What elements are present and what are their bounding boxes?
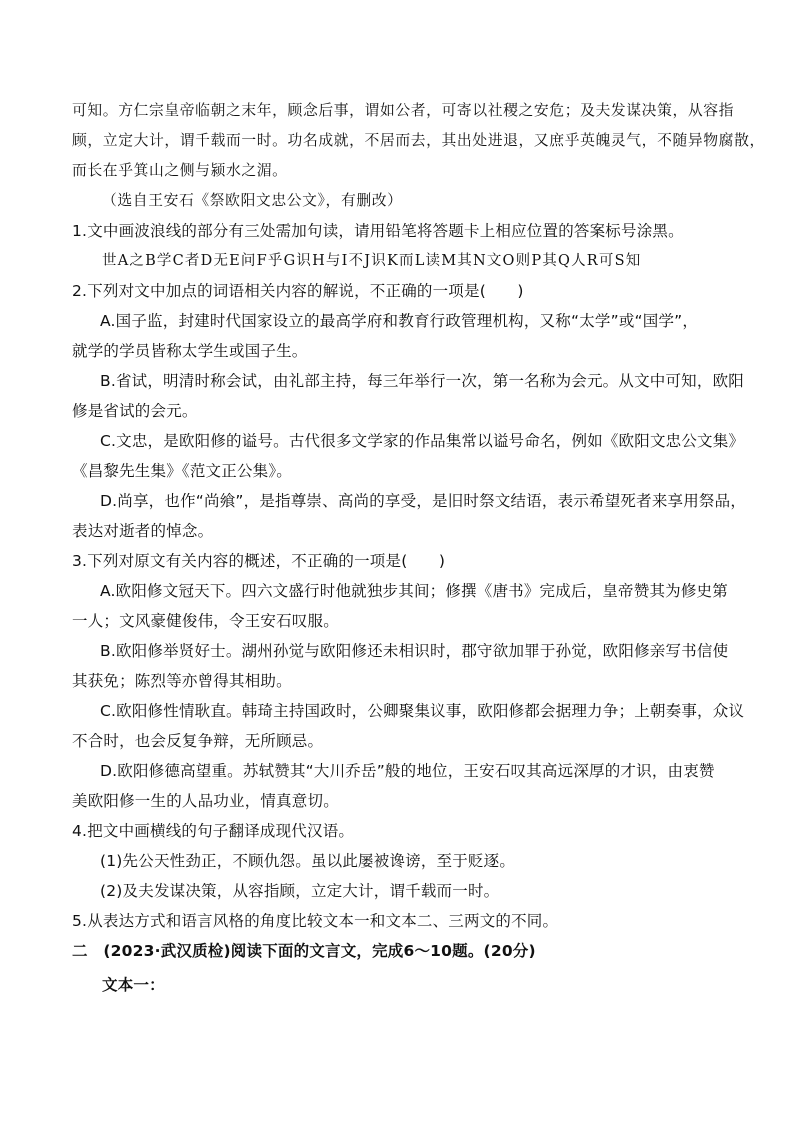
question-3-option-a-cont: 一人；文风豪健俊伟，令王安石叹服。 <box>72 612 339 630</box>
question-3-stem: 3.下列对原文有关内容的概述，不正确的一项是( ) <box>72 552 446 570</box>
question-2-option-a: A.国子监，封建时代国家设立的最高学府和教育行政管理机构，又称“太学”或“国学”， <box>100 312 699 330</box>
question-2-option-d-cont: 表达对逝者的悼念。 <box>72 522 214 540</box>
question-3-option-c: C.欧阳修性情耿直。韩琦主持国政时，公卿聚集议事，欧阳修都会据理力争；上朝奏事，众议 <box>100 702 745 720</box>
question-1-stem: 1.文中画波浪线的部分有三处需加句读，请用铅笔将答题卡上相应位置的答案标号涂黑。 <box>72 222 684 240</box>
question-2-option-c-cont: 《昌黎先生集》《范文正公集》。 <box>72 462 293 480</box>
question-2-option-b-cont: 修是省试的会元。 <box>72 402 198 420</box>
passage-line-3: 而长在乎箕山之侧与颍水之湄。 <box>72 162 288 179</box>
question-2-option-a-cont: 就学的学员皆称太学生或国子生。 <box>72 342 308 360</box>
document-page <box>72 96 765 1000</box>
text-1-label: 文本一： <box>102 976 165 994</box>
question-3-option-b: B.欧阳修举贤好士。湖州孙觉与欧阳修还未相识时，郡守欲加罪于孙觉，欧阳修亲写书信使 <box>100 642 729 660</box>
section-2-heading: 二 (2023·武汉质检)阅读下面的文言文，完成6～10题。(20分) <box>72 942 536 960</box>
passage-line-1: 可知。方仁宗皇帝临朝之末年，顾念后事，谓如公者，可寄以社稷之安危；及夫发谋决策，从容指 <box>72 102 735 119</box>
question-2-option-d: D.尚享，也作“尚飨”，是指尊崇、高尚的享受，是旧时祭文结语，表示希望死者来享用祭品， <box>100 492 747 510</box>
question-3-option-a: A.欧阳修文冠天下。四六文盛行时他就独步其间；修撰《唐书》完成后，皇帝赞其为修史第 <box>100 582 728 600</box>
question-5-stem: 5.从表达方式和语言风格的角度比较文本一和文本二、三两文的不同。 <box>72 912 559 930</box>
question-2-option-b: B.省试，明清时称会试，由礼部主持，每三年举行一次，第一名称为会元。从文中可知，欧阳 <box>100 372 744 390</box>
question-2-option-c: C.文忠，是欧阳修的谥号。古代很多文学家的作品集常以谥号命名，例如《欧阳文忠公文集》 <box>100 432 745 450</box>
question-3-option-d-cont: 美欧阳修一生的人品功业，情真意切。 <box>72 792 339 810</box>
passage-source: （选自王安石《祭欧阳文忠公文》，有删改） <box>102 192 403 209</box>
question-4-stem: 4.把文中画横线的句子翻译成现代汉语。 <box>72 822 355 840</box>
question-4-sentence-1: (1)先公天性劲正，不顾仇怨。虽以此屡被谗谤，至于贬逐。 <box>100 852 516 870</box>
question-2-stem: 2.下列对文中加点的词语相关内容的解说，不正确的一项是( ) <box>72 282 524 300</box>
question-3-option-d: D.欧阳修德高望重。苏轼赞其“大川乔岳”般的地位，王安石叹其高远深厚的才识，由衷赞 <box>100 762 715 780</box>
question-4-sentence-2: (2)及夫发谋决策，从容指顾，立定大计，谓千载而一时。 <box>100 882 500 900</box>
question-3-option-c-cont: 不合时，也会反复争辩，无所顾忌。 <box>72 732 324 750</box>
question-1-options: 世A之B学C者D无E问F乎G识H与I不J识K而L读M其N文O则P其Q人R可S知 <box>102 253 642 269</box>
passage-line-2: 顾，立定大计，谓千载而一时。功名成就，不居而去，其出处进退，又庶乎英魄灵气，不随异物腐散， <box>72 132 765 149</box>
question-3-option-b-cont: 其获免；陈烈等亦曾得其相助。 <box>72 672 292 690</box>
